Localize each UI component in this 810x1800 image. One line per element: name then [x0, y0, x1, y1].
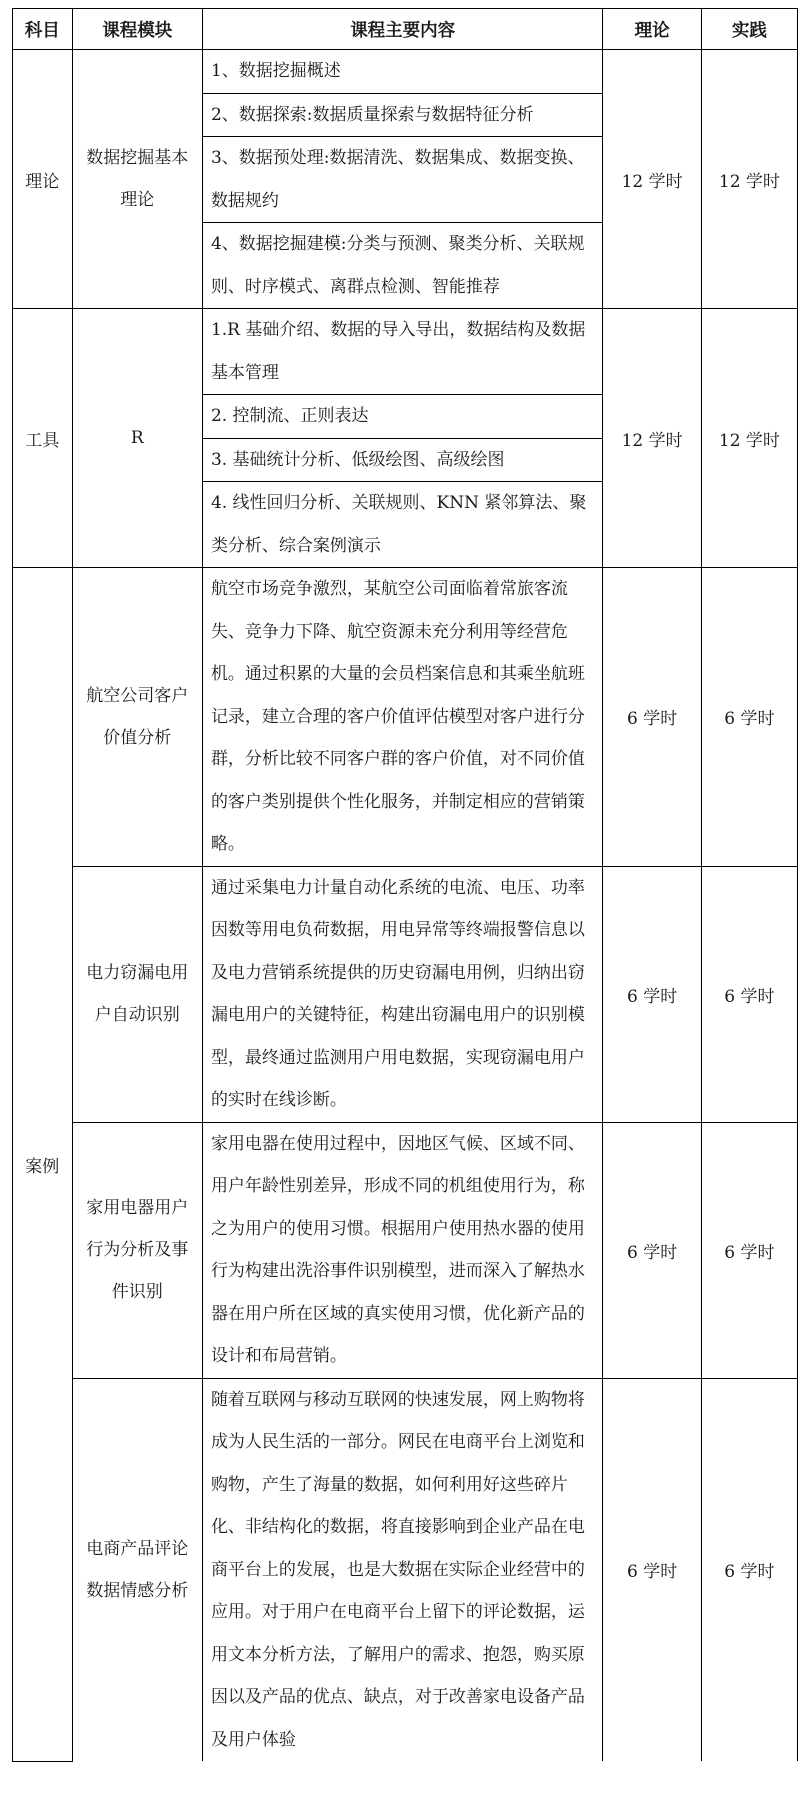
practice-hours-cell: 6 学时 — [701, 1378, 797, 1761]
theory-hours-cell: 6 学时 — [603, 568, 701, 867]
module-cell: 航空公司客户价值分析 — [72, 568, 202, 867]
content-item: 3. 基础统计分析、低级绘图、高级绘图 — [202, 438, 603, 482]
theory-hours-cell: 6 学时 — [603, 866, 701, 1122]
practice-hours-cell: 6 学时 — [701, 1122, 797, 1378]
practice-hours-cell: 12 学时 — [701, 50, 797, 309]
theory-hours-cell: 6 学时 — [603, 1378, 701, 1761]
subject-cell: 工具 — [13, 309, 73, 568]
table-row — [13, 309, 798, 395]
subject-cell: 案例 — [13, 568, 73, 1762]
header-module: 课程模块 — [72, 9, 202, 50]
content-item: 1、数据挖掘概述 — [202, 50, 603, 94]
curriculum-table — [12, 8, 798, 1762]
module-cell: 数据挖掘基本理论 — [72, 50, 202, 309]
theory-hours-cell: 6 学时 — [603, 1122, 701, 1378]
content-item: 1.R 基础介绍、数据的导入导出，数据结构及数据基本管理 — [202, 309, 603, 395]
table-row — [13, 50, 798, 94]
table-row — [13, 1378, 798, 1761]
case-content: 航空市场竞争激烈，某航空公司面临着常旅客流失、竞争力下降、航空资源未充分利用等经营危机。通过积累的大量的会员档案信息和其乘坐航班记录，建立合理的客户价值评估模型对客户进行分群，分析比较不同客户群的客户价值，对不同价值的客户类别提供个性化服务，并制定相应的营销策略。 — [202, 568, 603, 867]
table-row — [13, 1122, 798, 1378]
content-item: 4. 线性回归分析、关联规则、KNN 紧邻算法、聚类分析、综合案例演示 — [202, 482, 603, 568]
header-content: 课程主要内容 — [202, 9, 603, 50]
case-content: 家用电器在使用过程中，因地区气候、区域不同、用户年龄性别差异，形成不同的机组使用行为，称之为用户的使用习惯。根据用户使用热水器的使用行为构建出洗浴事件识别模型，进而深入了解热水器在用户所在区域的真实使用习惯，优化新产品的设计和布局营销。 — [202, 1122, 603, 1378]
practice-hours-cell: 12 学时 — [701, 309, 797, 568]
practice-hours-cell: 6 学时 — [701, 866, 797, 1122]
case-content: 随着互联网与移动互联网的快速发展，网上购物将成为人民生活的一部分。网民在电商平台上浏览和购物，产生了海量的数据，如何利用好这些碎片化、非结构化的数据，将直接影响到企业产品在电商平台上的发展，也是大数据在实际企业经营中的应用。对于用户在电商平台上留下的评论数据，运用文本分析方法，了解用户的需求、抱怨，购买原因以及产品的优点、缺点，对于改善家电设备产品及用户体验 — [202, 1378, 603, 1761]
header-theory: 理论 — [603, 9, 701, 50]
table-row — [13, 568, 798, 867]
subject-cell: 理论 — [13, 50, 73, 309]
header-subject: 科目 — [13, 9, 73, 50]
content-item: 2. 控制流、正则表达 — [202, 395, 603, 439]
content-item: 2、数据探索:数据质量探索与数据特征分析 — [202, 93, 603, 137]
practice-hours-cell: 6 学时 — [701, 568, 797, 867]
module-cell: R — [72, 309, 202, 568]
module-cell: 家用电器用户行为分析及事件识别 — [72, 1122, 202, 1378]
content-item: 3、数据预处理:数据清洗、数据集成、数据变换、数据规约 — [202, 137, 603, 223]
table-row — [13, 866, 798, 1122]
content-item: 4、数据挖掘建模:分类与预测、聚类分析、关联规则、时序模式、离群点检测、智能推荐 — [202, 223, 603, 309]
header-practice: 实践 — [701, 9, 797, 50]
case-content: 通过采集电力计量自动化系统的电流、电压、功率因数等用电负荷数据，用电异常等终端报警信息以及电力营销系统提供的历史窃漏电用例，归纳出窃漏电用户的关键特征，构建出窃漏电用户的识别模型，最终通过监测用户用电数据，实现窃漏电用户的实时在线诊断。 — [202, 866, 603, 1122]
module-cell: 电力窃漏电用户自动识别 — [72, 866, 202, 1122]
theory-hours-cell: 12 学时 — [603, 309, 701, 568]
theory-hours-cell: 12 学时 — [603, 50, 701, 309]
header-row — [13, 9, 798, 50]
module-cell: 电商产品评论数据情感分析 — [72, 1378, 202, 1761]
